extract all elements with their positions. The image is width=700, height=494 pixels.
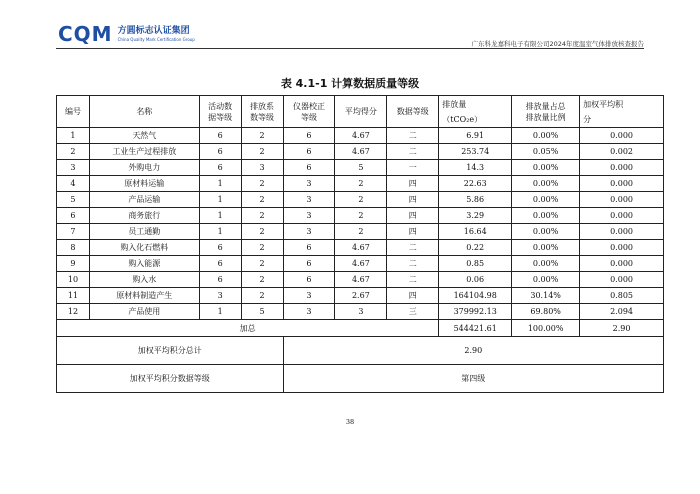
cell-activity: 6 (199, 272, 241, 288)
cell-factor: 2 (241, 288, 283, 304)
cell-share: 0.00% (512, 192, 580, 208)
cell-weighted: 0.000 (580, 208, 664, 224)
cell-weighted: 0.000 (580, 128, 664, 144)
weighted-grade-value: 第四级 (283, 365, 663, 393)
header-emissions: 排放量 （tCO₂e） (439, 96, 512, 128)
cell-activity: 6 (199, 240, 241, 256)
cell-avg: 2 (335, 224, 387, 240)
table-row (57, 128, 664, 144)
cell-factor: 2 (241, 144, 283, 160)
cell-grade: 四 (387, 224, 439, 240)
cell-no: 9 (57, 256, 90, 272)
cell-no: 10 (57, 272, 90, 288)
table-row (57, 160, 664, 176)
table-row (57, 208, 664, 224)
cell-emissions: 6.91 (439, 128, 512, 144)
cell-emissions: 0.22 (439, 240, 512, 256)
cell-no: 12 (57, 304, 90, 320)
total-emissions: 544421.61 (439, 320, 512, 337)
cell-factor: 3 (241, 160, 283, 176)
cell-activity: 1 (199, 176, 241, 192)
cell-avg: 3 (335, 304, 387, 320)
cell-name: 工业生产过程排放 (89, 144, 199, 160)
cell-instrument: 6 (283, 128, 335, 144)
cell-instrument: 6 (283, 160, 335, 176)
cell-share: 0.00% (512, 224, 580, 240)
table-body (57, 128, 664, 393)
cell-avg: 5 (335, 160, 387, 176)
cell-share: 69.80% (512, 304, 580, 320)
cell-instrument: 3 (283, 288, 335, 304)
header-emission-factor: 排放系 数等级 (241, 96, 283, 128)
cell-name: 天然气 (89, 128, 199, 144)
cell-grade: 二 (387, 256, 439, 272)
cell-grade: 四 (387, 176, 439, 192)
cell-no: 6 (57, 208, 90, 224)
cell-instrument: 6 (283, 256, 335, 272)
table-row (57, 272, 664, 288)
cell-no: 1 (57, 128, 90, 144)
cell-weighted: 0.000 (580, 160, 664, 176)
cell-instrument: 6 (283, 240, 335, 256)
cell-weighted: 0.002 (580, 144, 664, 160)
cell-name: 原材料运输 (89, 176, 199, 192)
cell-weighted: 0.805 (580, 288, 664, 304)
cell-weighted: 0.000 (580, 272, 664, 288)
weighted-grade-row (57, 365, 664, 393)
cell-avg: 2 (335, 176, 387, 192)
logo-text (118, 26, 195, 43)
cell-grade: 二 (387, 144, 439, 160)
cell-activity: 1 (199, 304, 241, 320)
header-avg-score: 平均得分 (335, 96, 387, 128)
cell-avg: 4.67 (335, 144, 387, 160)
cell-avg: 4.67 (335, 240, 387, 256)
cell-name: 外购电力 (89, 160, 199, 176)
cell-emissions: 22.63 (439, 176, 512, 192)
cell-activity: 6 (199, 144, 241, 160)
cell-instrument: 3 (283, 192, 335, 208)
logo-chinese-name: 方圆标志认证集团 (117, 25, 190, 36)
cell-share: 0.00% (512, 240, 580, 256)
page-number: 38 (345, 418, 355, 426)
table-row (57, 304, 664, 320)
header-name: 名称 (89, 96, 199, 128)
cell-emissions: 0.85 (439, 256, 512, 272)
cell-emissions: 16.64 (439, 224, 512, 240)
header-no: 编号 (57, 96, 90, 128)
cell-grade: 四 (387, 288, 439, 304)
cell-share: 0.00% (512, 256, 580, 272)
header-instrument: 仪器校正 等级 (283, 96, 335, 128)
cell-weighted: 0.000 (580, 224, 664, 240)
report-header-title: 广东科龙嘉科电子有限公司2024年度温室气体排放核查报告 (471, 40, 644, 48)
cell-name: 原材料制造产生 (89, 288, 199, 304)
cell-name: 购入水 (89, 272, 199, 288)
total-label: 加总 (57, 320, 439, 337)
cell-weighted: 0.000 (580, 240, 664, 256)
table-row (57, 176, 664, 192)
total-row (57, 320, 664, 337)
cell-factor: 2 (241, 192, 283, 208)
cell-no: 2 (57, 144, 90, 160)
cell-no: 3 (57, 160, 90, 176)
cell-instrument: 3 (283, 304, 335, 320)
cell-activity: 6 (199, 128, 241, 144)
weighted-total-label: 加权平均积分总计 (57, 337, 284, 365)
cell-instrument: 6 (283, 272, 335, 288)
cell-factor: 2 (241, 208, 283, 224)
cell-no: 8 (57, 240, 90, 256)
weighted-total-row (57, 337, 664, 365)
cell-name: 产品使用 (89, 304, 199, 320)
cell-share: 0.00% (512, 128, 580, 144)
cell-activity: 3 (199, 288, 241, 304)
weighted-total-value: 2.90 (283, 337, 663, 365)
cell-share: 0.00% (512, 272, 580, 288)
cell-name: 产品运输 (89, 192, 199, 208)
cell-grade: 一 (387, 160, 439, 176)
cell-emissions: 164104.98 (439, 288, 512, 304)
table-row (57, 224, 664, 240)
cell-share: 0.00% (512, 208, 580, 224)
header-row (57, 96, 664, 128)
cell-avg: 4.67 (335, 272, 387, 288)
cell-grade: 二 (387, 128, 439, 144)
cell-no: 7 (57, 224, 90, 240)
cell-name: 商务旅行 (89, 208, 199, 224)
cell-weighted: 0.000 (580, 256, 664, 272)
cell-instrument: 3 (283, 208, 335, 224)
cell-avg: 2 (335, 192, 387, 208)
header-divider (56, 48, 644, 49)
cell-emissions: 5.86 (439, 192, 512, 208)
header-weighted: 加权平均积 分 (580, 96, 664, 128)
cell-weighted: 2.094 (580, 304, 664, 320)
cell-factor: 2 (241, 240, 283, 256)
total-weighted: 2.90 (580, 320, 664, 337)
cell-avg: 2.67 (335, 288, 387, 304)
cell-activity: 6 (199, 256, 241, 272)
cell-emissions: 379992.13 (439, 304, 512, 320)
data-quality-table (56, 95, 664, 393)
cell-instrument: 3 (283, 224, 335, 240)
cell-no: 4 (57, 176, 90, 192)
cell-instrument: 6 (283, 144, 335, 160)
cell-grade: 四 (387, 192, 439, 208)
cell-grade: 四 (387, 208, 439, 224)
cell-avg: 4.67 (335, 128, 387, 144)
cell-grade: 三 (387, 304, 439, 320)
table-row (57, 192, 664, 208)
table-header (57, 96, 664, 128)
cell-emissions: 14.3 (439, 160, 512, 176)
cell-factor: 2 (241, 272, 283, 288)
cell-share: 0.00% (512, 176, 580, 192)
cell-avg: 2 (335, 208, 387, 224)
table-row (57, 256, 664, 272)
company-logo (58, 24, 195, 44)
cell-factor: 5 (241, 304, 283, 320)
table-row (57, 288, 664, 304)
header-activity: 活动数 据等级 (199, 96, 241, 128)
cell-emissions: 253.74 (439, 144, 512, 160)
total-share: 100.00% (512, 320, 580, 337)
cell-emissions: 0.06 (439, 272, 512, 288)
cell-factor: 2 (241, 256, 283, 272)
cell-name: 员工通勤 (89, 224, 199, 240)
cell-weighted: 0.000 (580, 176, 664, 192)
table-row (57, 240, 664, 256)
cell-share: 30.14% (512, 288, 580, 304)
cell-grade: 二 (387, 240, 439, 256)
cell-factor: 2 (241, 224, 283, 240)
cell-emissions: 3.29 (439, 208, 512, 224)
cell-weighted: 0.000 (580, 192, 664, 208)
cell-avg: 4.67 (335, 256, 387, 272)
cell-activity: 1 (199, 208, 241, 224)
cell-no: 5 (57, 192, 90, 208)
cell-activity: 6 (199, 160, 241, 176)
logo-english-name: China Quality Mark Certification Group (117, 36, 195, 42)
cell-no: 11 (57, 288, 90, 304)
table-row (57, 144, 664, 160)
cell-factor: 2 (241, 176, 283, 192)
logo-mark: CQM (58, 22, 113, 46)
weighted-grade-label: 加权平均积分数据等级 (57, 365, 284, 393)
header-data-grade: 数据等级 (387, 96, 439, 128)
cell-grade: 二 (387, 272, 439, 288)
cell-name: 购入能源 (89, 256, 199, 272)
cell-share: 0.00% (512, 160, 580, 176)
cell-factor: 2 (241, 128, 283, 144)
table-title: 表 4.1-1 计算数据质量等级 (280, 77, 420, 90)
cell-instrument: 3 (283, 176, 335, 192)
cell-share: 0.05% (512, 144, 580, 160)
header-share: 排放量占总 排放量比例 (512, 96, 580, 128)
cell-name: 购入化石燃料 (89, 240, 199, 256)
cell-activity: 1 (199, 224, 241, 240)
cell-activity: 1 (199, 192, 241, 208)
